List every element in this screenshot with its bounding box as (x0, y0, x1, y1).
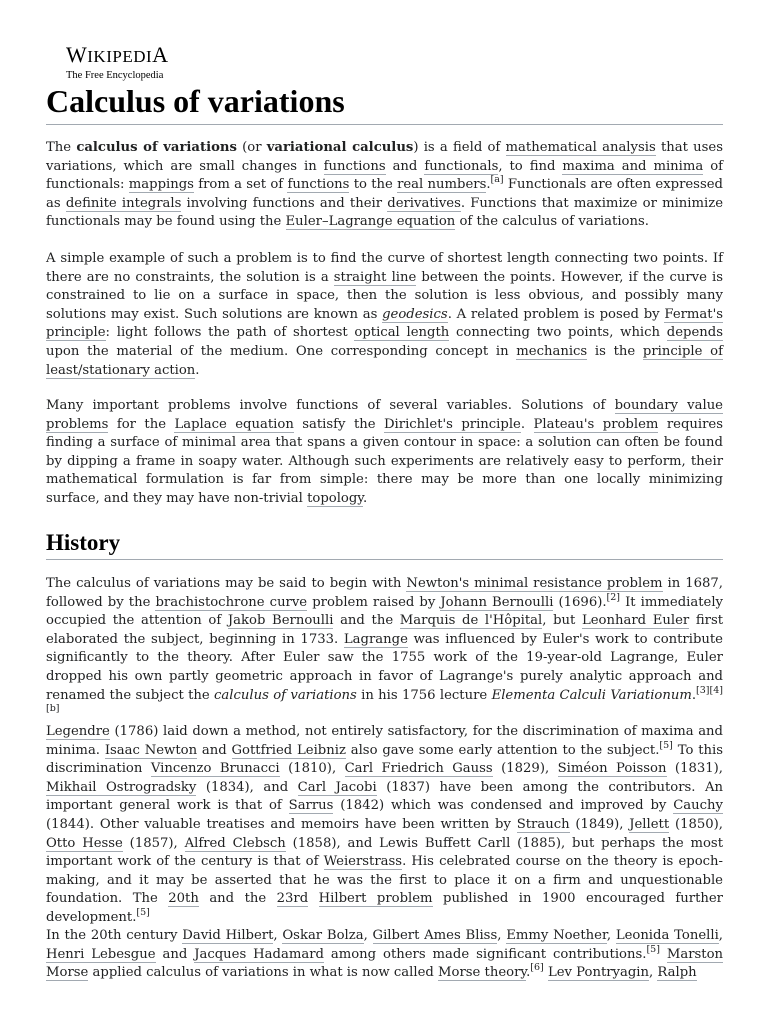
text-run: (1849), (569, 816, 630, 832)
text-run: in his 1756 lecture (356, 687, 492, 703)
text-run: Many important problems involve functions of several variables. Solutions of (46, 398, 615, 413)
article-link[interactable]: brachistochrone curve (155, 594, 308, 610)
article-link[interactable]: Lagrange (343, 631, 408, 647)
text-run: problem raised by (307, 594, 441, 610)
article-link[interactable]: boundary value problems (46, 398, 723, 432)
article-link[interactable]: Euler–Lagrange equation (285, 214, 456, 230)
article-link[interactable]: Mikhail Ostrogradsky (46, 779, 197, 795)
page-title: Calculus of variations (46, 82, 723, 125)
text-run: . A related problem is posed by (447, 306, 665, 322)
section-heading-history: History (46, 529, 723, 560)
article-link[interactable]: Henri Lebesgue (46, 946, 156, 962)
text-run: (1858), and Lewis Buffett Carll (1885), but perhaps the most important work of the century is that of (46, 835, 724, 870)
text-run: upon the material of the medium. One corresponding concept in (46, 343, 517, 359)
text-run: from a set of (193, 177, 288, 193)
text-run: involving functions and their (181, 195, 388, 211)
article-link[interactable]: Hilbert problem (318, 891, 433, 907)
article-link[interactable]: mathematical analysis (505, 140, 656, 155)
wikipedia-logo[interactable] (66, 43, 169, 82)
article-link[interactable]: topology (307, 490, 363, 506)
article-link[interactable]: Newton's minimal resistance problem (406, 576, 663, 591)
article-link[interactable]: Ralph (657, 965, 697, 981)
text-run: , (363, 928, 373, 943)
article-link[interactable]: Gottfried Leibniz (231, 742, 346, 758)
text-run: . His celebrated course on the theory is epoch-making, and it may be asserted that he was the first to place it on a firm and unquestionable foundation. The (46, 854, 723, 907)
reference-link[interactable]: [a] (490, 174, 504, 186)
text-run: A simple example of such a problem is to find the curve of shortest length connecting two points. If there are no constraints, the solution is a (46, 251, 723, 285)
article-link[interactable]: Emmy Noether (506, 928, 607, 943)
wikipedia-wordmark: WIKIPEDIA (66, 42, 169, 67)
text-run: . (526, 965, 531, 981)
reference-link[interactable]: [5] (646, 943, 660, 955)
text-run: . Functions that maximize or minimize functionals may be found using the (46, 195, 723, 230)
text-run: (or (236, 140, 267, 155)
article-link[interactable]: Vincenzo Brunacci (150, 761, 280, 777)
text-run: (1850), (669, 816, 723, 832)
text-run: between the points. However, if the curve is constrained to lie on a surface in space, then the solution is less obvious, and possibly many solutions may exist. Such solutions are known as (46, 269, 723, 322)
text-run: and (197, 742, 232, 758)
text-run: , (606, 928, 616, 943)
article-link[interactable]: Alfred Clebsch (184, 835, 286, 851)
italic-text: Elementa Calculi Variationum (491, 687, 692, 703)
reference-link[interactable]: [b] (46, 703, 60, 715)
text-run: , (497, 928, 507, 943)
text-run: and the (198, 891, 277, 907)
text-run: . (691, 687, 697, 703)
text-run: The (46, 140, 77, 155)
text-run: , but (542, 613, 582, 629)
text-run: (1831), (666, 761, 723, 777)
text-run: applied calculus of variations in what is now called (88, 965, 439, 981)
text-run: , (718, 928, 723, 943)
article-link[interactable]: Fermat's principle (46, 306, 723, 341)
article-link[interactable]: real numbers (397, 177, 487, 193)
text-run: was influenced by Euler's work to contribute significantly to the theory. After Euler saw the 1755 work of the 19-year-old Lagrange, Euler dropped his own partly geometric approach in favor of Lagrange's purely analytic approach and renamed the subject the (46, 631, 723, 703)
text-run: , (649, 965, 658, 981)
text-run: (1834), and (196, 779, 298, 795)
article-link[interactable]: Oskar Bolza (282, 928, 364, 943)
text-run: To this discrimination (46, 742, 723, 777)
text-run: (1844). Other valuable treatises and memoirs have been written by (46, 816, 517, 832)
article-link[interactable]: Carl Jacobi (297, 779, 377, 795)
article-link[interactable]: Leonhard Euler (581, 613, 690, 629)
text-run: of functionals: (46, 158, 724, 193)
history-paragraph-3 (46, 927, 723, 983)
article-link[interactable]: mappings (128, 177, 194, 193)
article-link[interactable]: depends (666, 325, 723, 341)
reference-link[interactable]: [2] (606, 591, 621, 603)
text-run: The calculus of variations may be said to begin with (46, 576, 407, 591)
text-run: for the (108, 416, 175, 432)
article-link[interactable]: Carl Friedrich Gauss (344, 761, 493, 777)
article-link[interactable]: Strauch (516, 816, 570, 832)
article-link[interactable]: Isaac Newton (104, 742, 198, 758)
article-link[interactable]: definite integrals (65, 195, 182, 211)
text-run: . (486, 177, 491, 193)
article-link[interactable]: Leonida Tonelli (615, 928, 719, 943)
article-link[interactable]: derivatives (387, 195, 461, 211)
italic-text: calculus of variations (214, 687, 357, 703)
text-run: first elaborated the subject, beginning in 1733. (46, 613, 724, 647)
text-run: (1837) have been among the contributors. An important general work is that of (46, 779, 723, 814)
intro-paragraph-2 (46, 250, 723, 380)
wikipedia-tagline: The Free Encyclopedia (66, 70, 164, 81)
article-link[interactable]: functionals (424, 158, 499, 174)
text-run: (1829), (492, 761, 558, 777)
article-link[interactable]: Johann Bernoulli (440, 594, 554, 610)
text-run: . (520, 416, 534, 432)
text-run: and (385, 158, 425, 174)
text-run (660, 947, 667, 962)
article-link[interactable]: straight line (333, 269, 417, 285)
intro-paragraph-1 (46, 139, 723, 232)
text-run: of the calculus of variations. (455, 214, 649, 230)
text-run: is the (587, 343, 643, 359)
text-run: in 1687, followed by the (46, 576, 723, 610)
article-link[interactable]: Jellett (629, 816, 670, 832)
article-link[interactable]: Otto Hesse (46, 835, 123, 851)
article-link[interactable]: Gilbert Ames Bliss (372, 928, 498, 943)
text-run: and (155, 946, 195, 962)
history-paragraph-1 (46, 575, 723, 724)
article-link[interactable]: Marston Morse (46, 946, 724, 981)
text-run: Functionals are often expressed as (46, 177, 723, 211)
reference-link[interactable]: [5] (659, 739, 673, 751)
article-link[interactable]: Lev Pontryagin (547, 965, 650, 981)
article-link[interactable]: Weierstrass (323, 854, 403, 870)
text-run: also gave some early attention to the subject. (345, 742, 660, 758)
article-link[interactable]: Cauchy (673, 798, 723, 814)
article-link[interactable]: Jacques Hadamard (194, 946, 324, 962)
article-link[interactable]: optical length (354, 325, 450, 341)
text-run (308, 891, 318, 906)
reference-link[interactable]: [5] (136, 906, 150, 918)
text-run: (1810), (279, 761, 345, 777)
article-link[interactable]: principle of least/stationary action (46, 343, 723, 378)
reference-link[interactable]: [4] (709, 684, 723, 696)
text-run: that uses variations, which are small changes in (46, 140, 723, 174)
text-run: and the (333, 613, 400, 629)
text-run: (1842) which was condensed and improved by (333, 798, 674, 814)
article-link[interactable]: geodesics (382, 306, 448, 322)
article-link[interactable]: mechanics (516, 343, 588, 359)
text-run: published in 1900 encouraged further development. (46, 891, 723, 925)
article-link[interactable]: functions (287, 177, 350, 193)
text-run: . (363, 490, 368, 506)
article-link[interactable]: Marquis de l'Hôpital (399, 613, 543, 629)
text-run: among others made significant contributions. (323, 946, 647, 962)
text-run: . (195, 362, 200, 378)
text-run: (1857), (122, 835, 185, 851)
text-run: connecting two points, which (449, 325, 667, 341)
article-link[interactable]: Sarrus (288, 798, 334, 814)
text-run: ) is a field of (413, 140, 506, 155)
article-link[interactable]: functions (323, 158, 386, 174)
article-link[interactable]: 20th (168, 891, 199, 907)
intro-paragraph-3 (46, 397, 723, 509)
reference-link[interactable]: [6] (530, 962, 544, 974)
text-run: , to find (498, 158, 563, 174)
text-run: , (273, 928, 283, 943)
article-link[interactable]: Laplace equation (174, 416, 294, 432)
article-link[interactable]: David Hilbert (182, 928, 274, 943)
text-run: (1786) laid down a method, not entirely satisfactory, for the discrimination of maxima and minima. (46, 724, 723, 758)
article-link[interactable]: maxima and minima (562, 158, 704, 174)
text-run: to the (349, 177, 398, 193)
article-link[interactable]: Legendre (46, 724, 110, 739)
article-link[interactable]: Plateau's problem (533, 416, 659, 432)
article-link[interactable]: Morse theory (438, 965, 527, 981)
article-link[interactable]: Dirichlet's principle (383, 416, 521, 432)
text-run: In the 20th century (46, 928, 183, 943)
bold-term: calculus of variations (76, 140, 237, 155)
article-link[interactable]: 23rd (276, 891, 309, 907)
bold-term: variational calculus (266, 140, 414, 155)
article-link[interactable]: Siméon Poisson (557, 761, 667, 777)
text-run: It immediately occupied the attention of (46, 594, 724, 629)
article-link[interactable]: Jakob Bernoulli (227, 613, 334, 629)
text-run: requires finding a surface of minimal area that spans a given contour in space: a solution can often be found by dipping a frame in soapy water. Although such experiments are relatively easy to perform, their mathematical formulation is far from simple: there may be more than one locally minimizing surface, and they may have non-trivial (46, 416, 723, 506)
history-paragraph-2 (46, 723, 723, 928)
reference-link[interactable]: [3] (696, 684, 710, 696)
text-run: satisfy the (293, 416, 384, 432)
text-run: (1696). (553, 594, 607, 610)
text-run: : light follows the path of shortest (105, 325, 355, 341)
